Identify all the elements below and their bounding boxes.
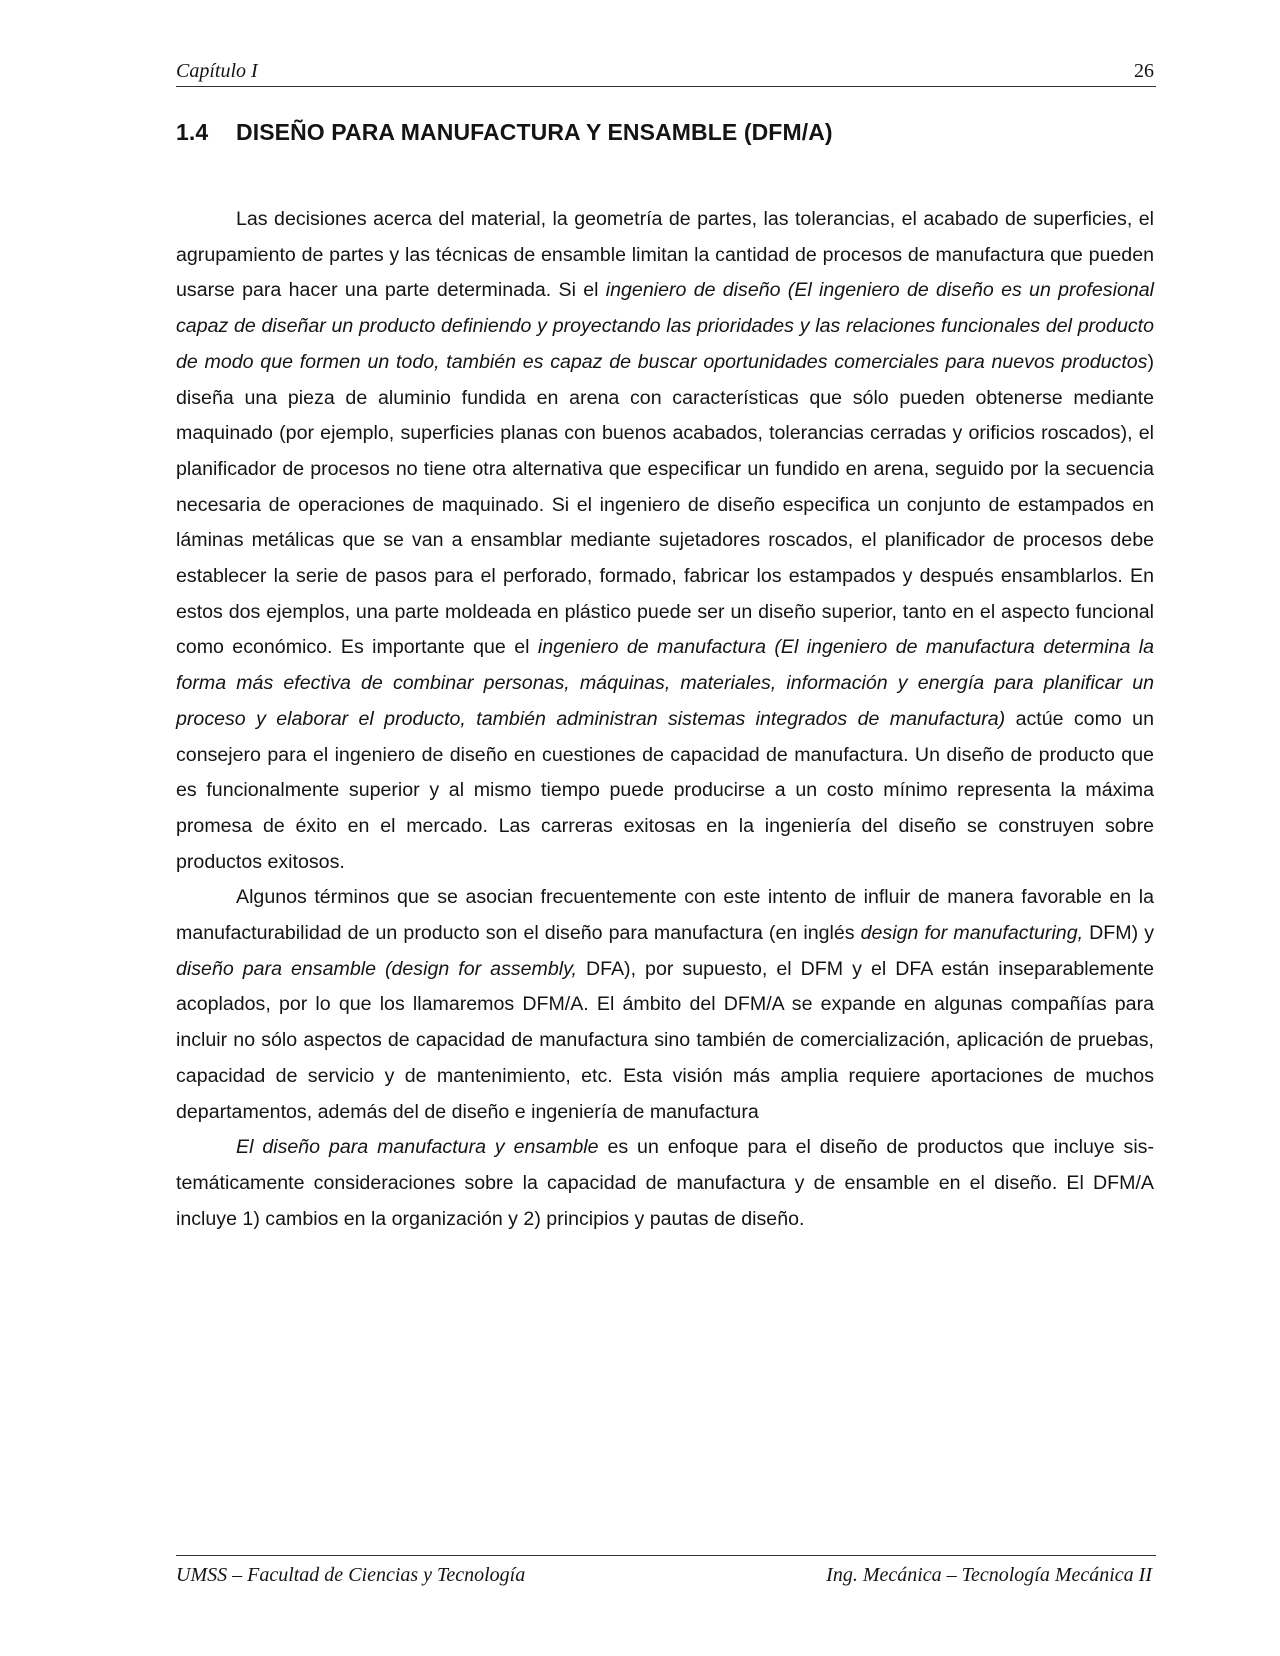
- running-header: [176, 58, 1156, 87]
- running-footer: [176, 1555, 1156, 1586]
- text-run: Algunos términos que se asocian frecuentemente con este intento de influir de manera favorable en la manufacturabilidad de un producto son el diseño para manufactura (en inglés: [176, 886, 1154, 945]
- italic-term: diseño para ensamble (design for assembly,: [176, 957, 577, 980]
- section-number: 1.4: [176, 119, 209, 145]
- footer-course: Ing. Mecánica – Tecnología Mecánica II: [826, 1564, 1152, 1586]
- text-run: actúe como un consejero para el ingeniero de diseño en cuestiones de capacidad de manufactura. Un diseño de producto que es funcionalmente superior y al mismo tiempo puede producirse a un costo mínimo representa la máxima promesa de éxito en el mercado. Las carreras exitosas en la ingeniería del diseño se construyen sobre productos exitosos.: [176, 707, 1154, 873]
- text-run: DFA), por supuesto, el DFM y el DFA están inseparablemente acoplados, por lo que los llamaremos DFM/A. El ámbito del DFM/A se expande en algunas compañías para incluir no sólo aspectos de capacidad de manufactura sino también de comercialización, aplicación de pruebas, capacidad de servicio y de mantenimiento, etc. Esta visión más amplia requiere aportaciones de muchos departamentos, además del de diseño e ingeniería de manufactura: [176, 957, 1154, 1123]
- text-run: ) diseña una pieza de aluminio fundida en arena con características que sólo pueden obtenerse mediante maquinado (por ejemplo, superficies planas con buenos acabados, tolerancias cerradas y orificios roscados), el planificador de procesos no tiene otra alternativa que especificar un fundido en arena, seguido por la secuencia necesaria de operaciones de maquinado. Si el ingeniero de diseño especifica un conjunto de estampados en láminas metálicas que se van a ensamblar mediante sujetadores roscados, el planificador de procesos debe establecer la serie de pasos para el perforado, formado, fabricar los estampados y después ensamblarlos. En estos dos ejemplos, una parte moldeada en plástico puede ser un diseño superior, tanto en el aspecto funcional como económico. Es importante que el: [176, 350, 1154, 659]
- section-title: DISEÑO PARA MANUFACTURA Y ENSAMBLE (DFM/A): [236, 119, 833, 145]
- italic-term: design for manufacturing,: [860, 922, 1084, 945]
- body-text: [176, 202, 1154, 1237]
- text-run: es un enfoque para el diseño de productos que incluye sistemáticamente consideraciones sobre la capacidad de manufactura y de ensamble en el diseño. El DFM/A incluye 1) cambios en la organización y 2) principios y pautas de diseño.: [176, 1136, 1155, 1230]
- section-heading: [176, 116, 1156, 148]
- footer-institution: UMSS – Facultad de Ciencias y Tecnología: [176, 1564, 526, 1586]
- paragraph-1: [176, 202, 1154, 880]
- text-run: DFM) y: [1083, 922, 1154, 945]
- text-run: Las decisiones acerca del material, la geometría de partes, las tolerancias, el acabado de superficies, el agrupamiento de partes y las técnicas de ensamble limitan la cantidad de procesos de manufactura que pueden usarse para hacer una parte determinada. Si el: [176, 208, 1154, 302]
- italic-definition: ingeniero de manufactura (El ingeniero de manufactura determina la forma más efectiva de combinar personas, máquinas, materiales, información y energía para planificar un proceso y elaborar el producto, también administran sistemas integrados de manufactura): [176, 636, 1154, 730]
- italic-term: El diseño para manufactura y ensamble: [236, 1136, 599, 1159]
- page-number: 26: [1134, 60, 1154, 82]
- chapter-label: Capítulo I: [176, 60, 258, 82]
- paragraph-2: [176, 880, 1154, 1130]
- italic-definition: ingeniero de diseño (El ingeniero de diseño es un profesional capaz de diseñar un producto definiendo y proyectando las prioridades y las relaciones funcionales del producto de modo que formen un todo, también es capaz de buscar oportunidades comerciales para nuevos productos: [176, 279, 1155, 373]
- paragraph-3: [176, 1130, 1154, 1237]
